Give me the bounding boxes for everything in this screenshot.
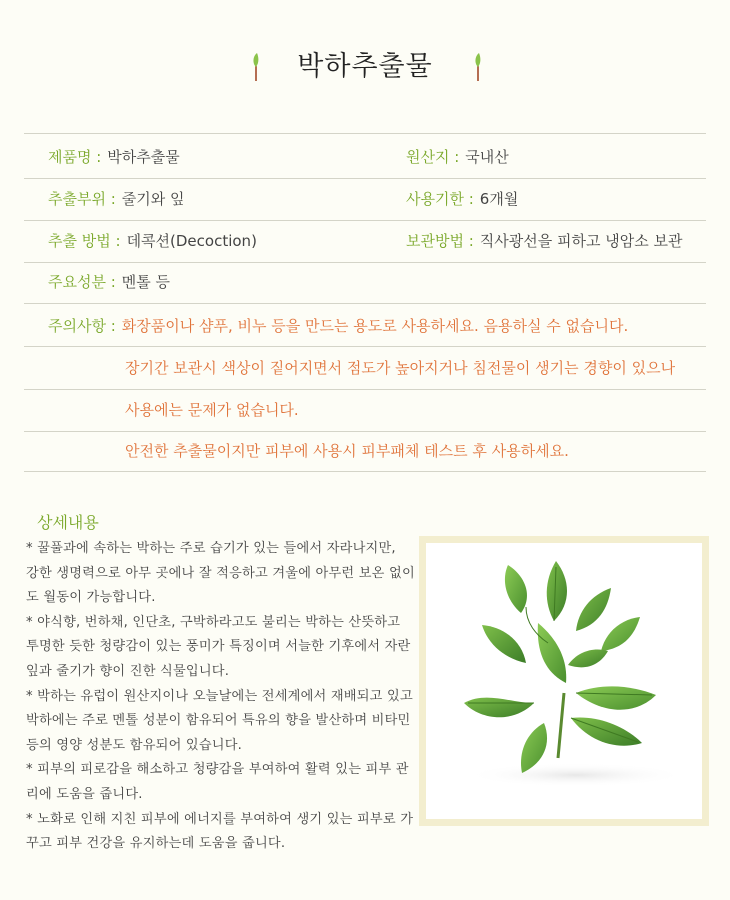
info-row [24,134,706,179]
caution-text: 사용에는 문제가 없습니다. [125,401,299,419]
caution-row [24,432,706,472]
extraction-method-label: 추출 방법 : [48,232,121,250]
detail-line: 강한 생명력으로 아무 곳에나 잘 적응하고 겨울에 아무런 보온 없이 [26,565,415,581]
extraction-part-label: 추출부위 : [48,190,116,208]
part-cell [48,188,185,209]
storage-label: 보관방법 : [406,232,474,250]
origin-value: 국내산 [465,148,509,166]
ingredient-value: 멘톨 등 [121,273,171,291]
product-info-table [24,133,706,472]
caution-row [24,304,706,347]
origin-label: 원산지 : [406,148,460,166]
extraction-method-value: 데콕션(Decoction) [126,232,257,250]
expiry-value: 6개월 [479,190,519,208]
caution-row [24,390,706,432]
detail-line: 박하에는 주로 멘톨 성분이 함유되어 특유의 향을 발산하며 비타민 [26,713,411,729]
info-row [24,221,706,263]
mint-photo [426,543,702,819]
product-name-value: 박하추출물 [107,148,180,166]
caution-label: 주의사항 : [48,317,116,335]
detail-line: 꾸고 피부 건강을 유지하는데 도움을 줍니다. [26,836,286,852]
detail-line: * 박하는 유럽이 원산지이나 오늘날에는 전세계에서 재배되고 있고 [26,688,413,704]
detail-line: 등의 영양 성분도 함유되어 있습니다. [26,737,243,753]
ingredient-cell [48,271,170,292]
detail-line: 투명한 듯한 청량감이 있는 풍미가 특징이며 서늘한 기후에서 자란 [26,639,411,655]
product-name-label: 제품명 : [48,148,102,166]
expiry-label: 사용기한 : [406,190,474,208]
mint-leaves-image [426,543,702,819]
method-cell [48,230,257,251]
extraction-part-value: 줄기와 잎 [121,190,185,208]
expiry-cell [406,188,518,209]
mint-photo-frame [419,536,709,826]
detail-text [26,537,420,857]
caution-text: 화장품이나 샴푸, 비누 등을 만드는 용도로 사용하세요. 음용하실 수 없습니다. [121,317,629,335]
detail-line: * 노화로 인해 지친 피부에 에너지를 부여하여 생기 있는 피부로 가 [26,811,414,827]
detail-line: * 야식향, 번하채, 인단초, 구박하라고도 불리는 박하는 산뜻하고 [26,614,401,630]
caution-text: 장기간 보관시 색상이 짙어지면서 점도가 높아지거나 침전물이 생기는 경향이 있으나 [125,359,676,377]
detail-heading: 상세내용 [37,513,99,532]
caution-row [24,347,706,390]
caution-text: 안전한 추출물이지만 피부에 사용시 피부패체 테스트 후 사용하세요. [125,442,569,460]
detail-line: * 피부의 피로감을 해소하고 청량감을 부여하여 활력 있는 피부 관 [26,762,409,778]
sprout-icon [473,52,483,82]
info-row [24,179,706,221]
storage-value: 직사광선을 피하고 냉암소 보관 [479,232,683,250]
product-name-cell [48,146,180,167]
detail-line: 도 월동이 가능합니다. [26,590,156,606]
page-title: 박하추출물 [297,51,433,82]
detail-line: * 꿀풀과에 속하는 박하는 주로 습기가 있는 들에서 자라나지만, [26,541,396,556]
title-block [0,48,730,88]
origin-cell [406,146,509,167]
info-row [24,263,706,304]
detail-line: 리에 도움을 줍니다. [26,786,143,802]
detail-line: 잎과 줄기가 향이 진한 식물입니다. [26,663,230,679]
storage-cell [406,230,682,251]
caution-cell [48,315,628,336]
ingredient-label: 주요성분 : [48,273,116,291]
